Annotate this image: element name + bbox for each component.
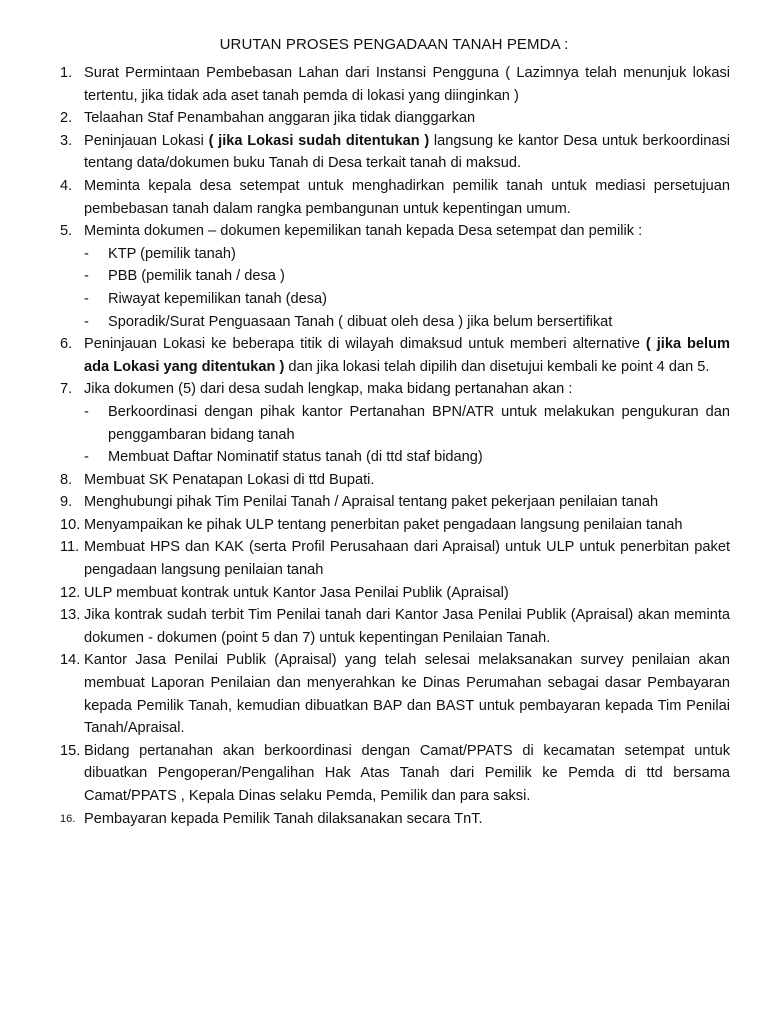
step-number: 16. [60,812,76,825]
step-text-part: Peninjauan Lokasi ke beberapa titik di wilayah dimaksud untuk memberi alternative [84,336,646,353]
sub-item-text: Sporadik/Surat Penguasaan Tanah ( dibuat oleh desa ) jika belum bersertifikat [108,313,613,330]
step-number: 7. [60,381,73,398]
sub-item-text: PBB (pemilik tanah / desa ) [108,268,285,285]
document-title: URUTAN PROSES PENGADAAN TANAH PEMDA : [219,36,569,53]
step-number: 12. [60,584,81,601]
dash-bullet: - [84,290,89,307]
list-item [50,62,730,107]
list-item [50,107,730,130]
list-item [50,469,730,492]
list-item [50,220,730,333]
sub-item-text: Membuat Daftar Nominatif status tanah (di ttd staf bidang) [108,449,483,466]
list-item [50,491,730,514]
step-text: Jika dokumen (5) dari desa sudah lengkap, maka bidang pertanahan akan : [84,381,573,398]
step-text: Meminta kepala desa setempat untuk menghadirkan pemilik tanah untuk mediasi persetujuan pembebasan tanah dalam rangka pembangunan untuk kepentingan umum. [84,177,730,217]
step-text: Bidang pertanahan akan berkoordinasi dengan Camat/PPATS di kecamatan setempat untuk dibuatkan Pengoperan/Pengalihan Hak Atas Tanah dari Pemilik ke Pemda di ttd bersama Camat/PPATS , Kepala Dinas selaku Pemda, Pemilik dan para saksi. [84,742,730,804]
step-number: 2. [60,110,73,127]
step-number: 6. [60,336,73,353]
sub-list-item [84,288,730,311]
dash-bullet: - [84,449,89,466]
list-item [50,378,730,468]
sub-list-item [84,401,730,446]
list-item [50,582,730,605]
step-text-part: Peninjauan Lokasi [84,132,209,149]
step-number: 15. [60,742,81,759]
step-text: Membuat SK Penatapan Lokasi di ttd Bupati. [84,471,375,488]
step-number: 8. [60,471,73,488]
dash-bullet: - [84,268,89,285]
list-item [50,333,730,378]
step-text-bold: ( jika belum ada Lokasi yang ditentukan ) [84,336,730,375]
sub-list [84,243,730,333]
step-number: 11. [60,539,80,556]
list-item [50,740,730,808]
steps-list [50,62,730,830]
step-number: 3. [60,132,73,149]
step-number: 10. [60,516,81,533]
step-text-part: dan jika lokasi telah dipilih dan disetujui kembali ke point 4 dan 5. [284,358,710,375]
list-item [50,808,730,831]
step-number: 5. [60,223,73,240]
step-number: 4. [60,177,73,194]
sub-item-text: Riwayat kepemilikan tanah (desa) [108,290,328,307]
step-text [84,133,730,172]
step-text-bold: ( jika Lokasi sudah ditentukan ) [208,132,430,149]
step-number: 14. [60,652,81,669]
list-item [50,604,730,649]
sub-item-text: KTP (pemilik tanah) [108,245,236,262]
sub-list-item [84,311,730,334]
step-text: Surat Permintaan Pembebasan Lahan dari Instansi Pengguna ( Lazimnya telah menunjuk lokasi tertentu, jika tidak ada aset tanah pemda di lokasi yang diinginkan ) [84,65,730,104]
list-item [50,175,730,220]
step-number: 13. [60,607,81,624]
step-text: Menyampaikan ke pihak ULP tentang penerbitan paket pengadaan langsung penilaian tanah [84,516,683,533]
list-item [50,514,730,537]
sub-item-text: Berkoordinasi dengan pihak kantor Pertanahan BPN/ATR untuk melakukan pengukuran dan penggambaran bidang tanah [108,403,730,443]
list-item [50,649,730,739]
step-number: 1. [60,65,73,81]
sub-list [84,401,730,469]
list-item [50,130,730,175]
step-text: Jika kontrak sudah terbit Tim Penilai tanah dari Kantor Jasa Penilai Publik (Apraisal) akan meminta dokumen - dokumen (point 5 dan 7) untuk kepentingan Penilaian Tanah. [84,607,730,646]
step-text: Meminta dokumen – dokumen kepemilikan tanah kepada Desa setempat dan pemilik : [84,223,643,240]
step-text: Membuat HPS dan KAK (serta Profil Perusahaan dari Apraisal) untuk ULP untuk penerbitan paket pengadaan langsung penilaian tanah [84,539,730,579]
dash-bullet: - [84,245,89,262]
dash-bullet: - [84,313,89,330]
step-number: 9. [60,494,73,511]
sub-list-item [84,265,730,288]
list-item [50,536,730,581]
step-text: Telaahan Staf Penambahan anggaran jika tidak dianggarkan [84,110,476,127]
step-text: Pembayaran kepada Pemilik Tanah dilaksanakan secara TnT. [84,810,483,827]
step-text-part: langsung ke kantor Desa untuk berkoordinasi tentang data/dokumen buku Tanah di Desa terkait tanah di maksud. [84,132,731,172]
sub-list-item [84,446,730,469]
step-text: Kantor Jasa Penilai Publik (Apraisal) yang telah selesai melaksanakan survey penilaian akan membuat Laporan Penilaian dan menyerahkan ke Dinas Perumahan sebagai dasar Pembayaran kepada Pemilik Tanah, kemudian dibuatkan BAP dan BAST untuk pembayaran kepada Tim Penilai Tanah/Apraisal. [84,652,730,737]
step-text: ULP membuat kontrak untuk Kantor Jasa Penilai Publik (Apraisal) [84,584,509,601]
sub-list-item [84,243,730,266]
step-text [84,336,730,375]
dash-bullet: - [84,403,89,420]
step-text: Menghubungi pihak Tim Penilai Tanah / Apraisal tentang paket pekerjaan penilaian tanah [84,494,659,511]
